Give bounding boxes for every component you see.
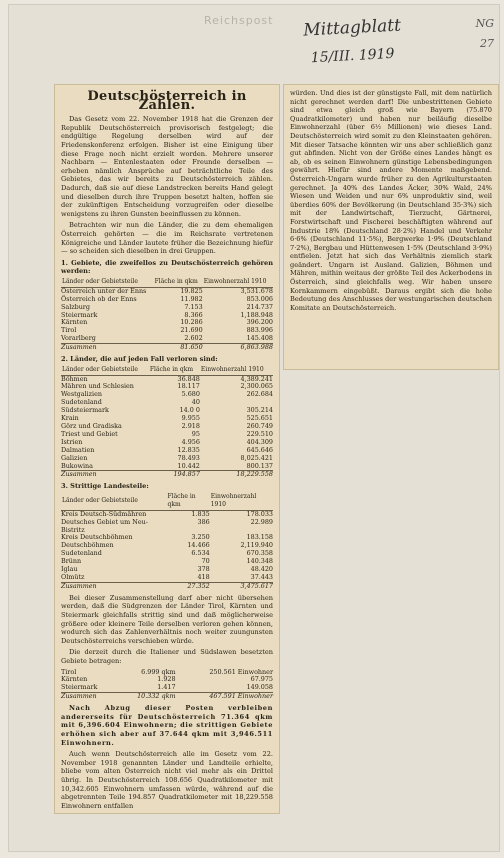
column-header: Einwohnerzahl 1910 (203, 277, 273, 287)
row-label: Dalmatien (61, 445, 95, 454)
section-2-total: Zusammen 194.857 18,229.558 (61, 470, 273, 479)
row-value: 260.749 (246, 421, 273, 430)
row-label: Triest und Gebiet (61, 429, 118, 438)
column-header: Einwohnerzahl 1910 (200, 365, 273, 375)
row-value: 1.835 (191, 509, 210, 518)
row-label: Bukowina (61, 461, 93, 470)
corner-note-1: NG (475, 17, 494, 30)
row-value: 853.006 (246, 294, 273, 303)
table-row (61, 431, 273, 439)
row-label: Sudetenland (61, 398, 102, 407)
row-value: 19.825 (180, 286, 203, 295)
row-value: 40 (191, 398, 200, 407)
row-value: 2,300.065 (240, 382, 273, 391)
article-title: Deutschösterreich in Zahlen. (87, 89, 247, 113)
row-value: 12.835 (177, 445, 200, 454)
row-value: 183.158 (246, 533, 273, 542)
row-value: 4.956 (181, 437, 200, 446)
row-value: 418 (197, 572, 210, 581)
row-value: 140.348 (246, 557, 273, 566)
row-label: Sudetenland (61, 549, 102, 558)
row-value: 22.989 (250, 517, 273, 526)
row-value: 670.358 (246, 549, 273, 558)
row-value: 3,531.678 (240, 286, 273, 295)
row-value: 1.417 (157, 683, 176, 692)
row-value: 378 (197, 565, 210, 574)
section-4-rows (61, 669, 273, 693)
row-value: 78.493 (177, 453, 200, 462)
section-3-total: Zusammen 27.352 3,475.617 (61, 581, 273, 590)
column-header: Einwohnerzahl 1910 (210, 492, 273, 510)
row-label: Istrien (61, 437, 83, 446)
intro-paragraph-1: Das Gesetz vom 22. November 1918 hat die Grenzen der Republik Deutschösterreich provisorisch festgelegt; die endgültige Regelung derselben wird auf der Friedenskonferenz erfolgen. Bisher ist eine Einigung über diese Frage noch nicht erzielt worden. Mehrere unserer Nachbarn — Entenlestaaten oder Freunde derselben — erheben nämlich Ansprüche auf beträchtliche Teile des Gebietes, das wir bereits zu Deutschösterreich zählen. Dadurch, daß sie auf diese Landstrecken bereits Hand gelegt und dieselben durch ihre Truppen besetzt halten, hoffen sie der zukünftigen Entscheidung vorzugreifen oder dieselbe wenigstens zu ihren Gunsten beeinflussen zu können. (61, 115, 273, 218)
row-value: 404.309 (246, 437, 273, 446)
row-label: Vorarlberg (61, 334, 96, 343)
row-value: 149.058 (246, 683, 273, 692)
paragraph-5: Nach Abzug dieser Posten verbleiben andererseits für Deutschösterreich 71.364 qkm mit 6,396.604 Einwohnern; die strittigen Gebiete erhöhen sich aber auf 37.644 qkm mit 3,946.511 Einwohnern. (61, 704, 273, 747)
row-label: Kreis Deutschböhmen (61, 533, 133, 542)
section-2-title: 2. Länder, die auf jeden Fall verloren sind: (61, 355, 218, 364)
archive-sheet (8, 4, 500, 852)
row-label: Österreich ob der Enns (61, 294, 137, 303)
row-value: 11.982 (180, 294, 203, 303)
section-2-rows (61, 375, 273, 471)
table-row (61, 558, 273, 566)
row-label: Galizien (61, 453, 88, 462)
section-3-title: 3. Strittige Landesteile: (61, 482, 149, 491)
faint-newspaper-stamp: Reichspost (204, 14, 274, 27)
row-label: Krain (61, 414, 79, 423)
table-row (61, 319, 273, 327)
row-value: 229.510 (246, 429, 273, 438)
table-row (61, 519, 273, 535)
row-value: 10.442 (177, 461, 200, 470)
row-label: Deutschböhmen (61, 541, 114, 550)
column-header: Länder oder Gebietsteile (61, 277, 154, 287)
row-value: 2,119.940 (240, 541, 273, 550)
column-header: Länder oder Gebietsteile (61, 365, 149, 375)
row-value: 70 (201, 557, 210, 566)
section-1-rows (61, 287, 273, 343)
row-label: Südsteiermark (61, 406, 109, 415)
table-row (61, 407, 273, 415)
row-value: 525.651 (246, 414, 273, 423)
corner-note-2: 27 (480, 37, 494, 50)
row-label: Olmütz (61, 572, 85, 581)
row-label: Brünn (61, 557, 82, 566)
row-label: Salzburg (61, 302, 90, 311)
row-value: 6.999 qkm (141, 667, 176, 676)
row-value: 37.443 (250, 572, 273, 581)
section-4-total: Zusammen 10.332 qkm 467.591 Einwohner (61, 692, 273, 701)
paragraph-4: Die derzeit durch die Italiener und Südslawen besetzten Gebiete betragen: (61, 648, 273, 665)
row-label: Steiermark (61, 683, 98, 692)
row-label: Kärnten (61, 675, 88, 684)
table-row (61, 566, 273, 574)
newspaper-clipping-left (54, 84, 280, 814)
row-value: 9.955 (181, 414, 200, 423)
column-header: Länder oder Gebietsteile (61, 492, 167, 510)
section-3-table (61, 492, 273, 591)
row-label: Görz und Gradiska (61, 421, 122, 430)
row-value: 1,188.948 (240, 310, 273, 319)
row-value: 36.848 (177, 374, 200, 383)
row-label: Steiermark (61, 310, 98, 319)
row-label: Westgalizien (61, 390, 102, 399)
paragraph-3: Bei dieser Zusammenstellung darf aber nicht übersehen werden, daß die Südgrenzen der Länder Tirol, Kärnten und Steiermark gleichfalls strittig sind und daß möglicherweise größere oder kleinere Teile derselben verloren gehen können, wodurch sich das Zahlenverhältnis noch weiter zuungunsten Deutschösterreichs verschieben würde. (61, 593, 273, 645)
row-label: Iglau (61, 565, 78, 574)
row-value: 883.996 (246, 326, 273, 335)
row-value: 6.534 (191, 549, 210, 558)
row-value: 8,025.421 (240, 453, 273, 462)
row-value: 262.684 (246, 390, 273, 399)
row-label: Kärnten (61, 318, 88, 327)
row-value: 10.286 (180, 318, 203, 327)
right-column-text: würden. Und dies ist der günstigste Fall, mit dem natürlich nicht gerechnet werden darf! Die unbestrittenen Gebiete sind etwa gleich groß wie Bayern (75.870 Quadratkilometer) und haben nur beiläufig dieselbe Einwohnerzahl (über 6½ Millionen) wie dieses Land. Deutschösterreich wird somit zu den Kleinstaaten gehören. Mit dieser Tatsache könnten wir uns aber schließlich ganz gut abfinden. Nicht von der Größe eines Landes hängt es ab, ob es seinen Einwohnern günstige Lebensbedingungen gewährt. Hiefür sind andere Momente maßgebend. Österreich-Ungarn wurde früher zu den Agrikulturstaaten gerechnet. Ja 40% des Landes Äcker, 30% Wald, 24% Wiesen und Weiden und nur 6% unproduktiv sind, weil überdies 60% der Bevölkerung (in Deutschland 35·3%) sich mit der Landwirtschaft, Tierzucht, Gärtnerei, Forstwirtschaft und Fischerei beschäftigten während auf Industrie 18% (Deutschland 28·2%) Handel und Verkehr 6·6% (Deutschland 11·5%), Bergwerke 1·9% (Deutschland 7·2%), Bergbau und Hüttenwesen 1·5% (Deutschland 3·9%) entfielen. Jetzt hat sich das Verhältnis ziemlich stark geändert. Ungarn ist Ausland. Galizien, Böhmen und Mähren, mithin weitaus der größte Teil des Ackerbodens in Österreich, sind gleichfalls weg. Wir haben unsere Kornkammern eingebüßt. Daraus ergibt sich die hohe Bedeutung des Anschlusses der westungarischen deutschen Komitate an Deutschösterreich. (290, 89, 492, 312)
section-1-table (61, 277, 273, 352)
row-value: 14.466 (187, 541, 210, 550)
row-label: Mähren und Schlesien (61, 382, 134, 391)
paragraph-6: Auch wenn Deutschösterreich alle im Gesetz vom 22. November 1918 genannten Länder und Landteile erhielte, bliebe vom alten Österreich nicht viel mehr als ein Drittel übrig. In Deutschösterreich 108.656 Quadratkilometer mit 10,342.605 Einwohnern umfassen würde, während auf die abgetrennten Teile 194.857 Quadratkilometer mit 18,229.558 Einwohnern entfallen (61, 750, 273, 810)
handwritten-date: 15/III. 1919 (310, 45, 395, 67)
newspaper-clipping-right (283, 84, 499, 370)
row-value: 386 (197, 517, 210, 526)
row-label: Tirol (61, 667, 77, 676)
row-value: 2.918 (181, 421, 200, 430)
table-row (61, 550, 273, 558)
row-value: 396.200 (246, 318, 273, 327)
row-value: 7.153 (184, 302, 203, 311)
row-value: 14.0 0 (179, 406, 200, 415)
table-row (61, 296, 273, 304)
row-label: Österreich unter der Enns (61, 286, 147, 295)
row-value: 214.737 (246, 302, 273, 311)
handwritten-annotation (303, 15, 403, 66)
section-1-title: 1. Gebiete, die zweifellos zu Deutschösterreich gehören werden: (61, 258, 273, 276)
handwritten-title: Mittagblatt (302, 15, 402, 41)
row-value: 48.420 (250, 565, 273, 574)
row-value: 3.250 (191, 533, 210, 542)
row-value: 800.137 (246, 461, 273, 470)
row-label: Deutsches Gebiet um Neu-Bistritz (61, 517, 148, 534)
row-value: 2.602 (184, 334, 203, 343)
row-value: 67.975 (250, 675, 273, 684)
column-header: Fläche in qkm (149, 365, 200, 375)
row-value: 178.033 (246, 509, 273, 518)
row-label: Kreis Deutsch-Südmähren (61, 509, 147, 518)
section-4-table (61, 669, 273, 702)
column-header: Fläche in qkm (154, 277, 203, 287)
row-value: 5.680 (181, 390, 200, 399)
row-value: 18.117 (177, 382, 200, 391)
row-value: 4,389.241 (240, 374, 273, 383)
corner-note (476, 14, 494, 54)
column-header: Fläche in qkm (167, 492, 210, 510)
row-value: 21.690 (180, 326, 203, 335)
row-value: 145.408 (246, 334, 273, 343)
row-value: 8.366 (184, 310, 203, 319)
row-value: 305.214 (246, 406, 273, 415)
section-2-table (61, 365, 273, 480)
row-label: Tirol (61, 326, 77, 335)
row-label: Böhmen (61, 374, 88, 383)
row-value: 645.646 (246, 445, 273, 454)
section-1-total: Zusammen 81.650 6,863.988 (61, 343, 273, 352)
row-value: 250.561 Einwohner (209, 667, 273, 676)
intro-paragraph-2: Betrachten wir nun die Länder, die zu dem ehemaligen Österreich gehörten — die im Reichsrate vertretenen Königreiche und Länder lautete früher die Bezeichnung hiefür — so scheiden sich dieselben in drei Gruppen. (61, 221, 273, 256)
table-row (61, 312, 273, 320)
row-value: 95 (191, 429, 200, 438)
row-value: 1.928 (157, 675, 176, 684)
section-3-rows (61, 510, 273, 582)
